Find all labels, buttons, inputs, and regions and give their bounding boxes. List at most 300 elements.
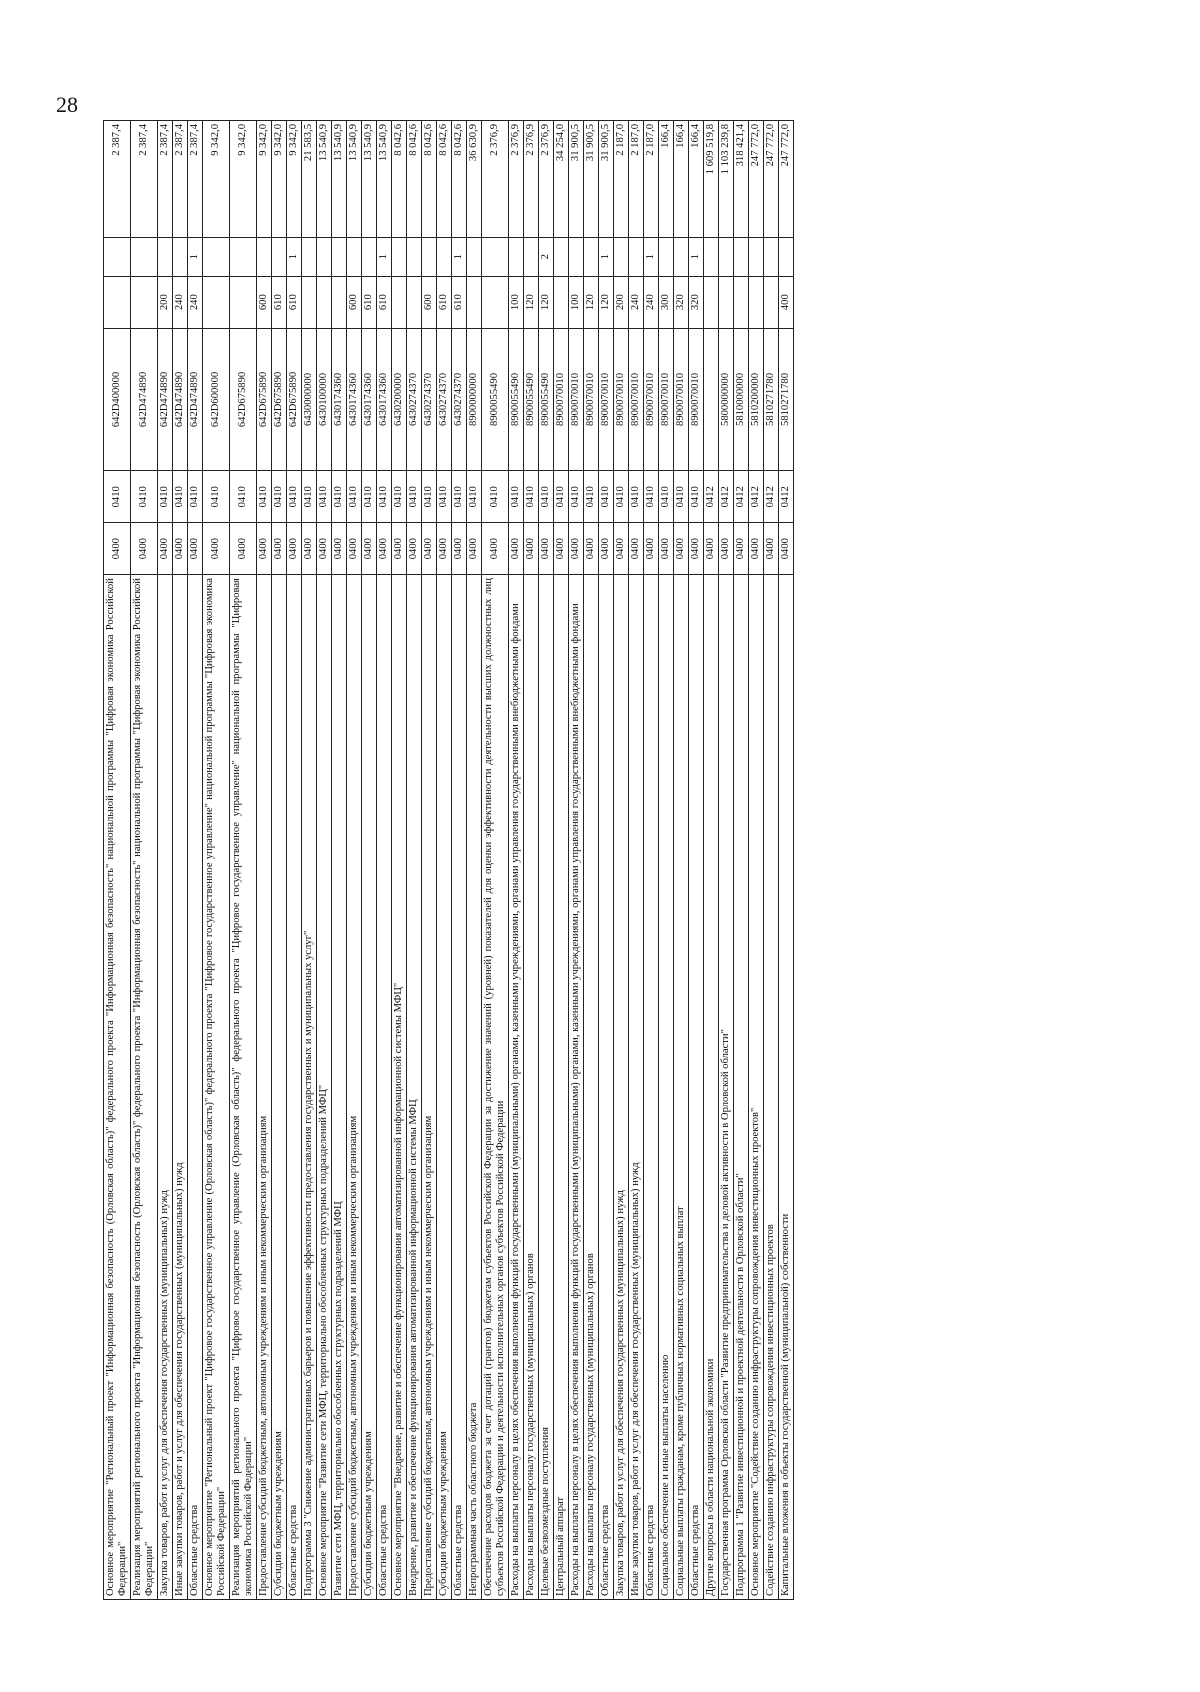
funding-source-cell: 1 bbox=[689, 237, 704, 276]
row-name-cell: Субсидии бюджетным учреждениям bbox=[437, 575, 452, 1600]
subsection-code-cell: 0410 bbox=[452, 471, 467, 523]
target-article-code-cell: 642D474890 bbox=[158, 328, 173, 471]
funding-source-cell bbox=[779, 237, 794, 276]
section-code-cell: 0400 bbox=[539, 523, 554, 575]
row-name-cell: Иные закупки товаров, работ и услуг для обеспечения государственных (муниципальных) нужд bbox=[629, 575, 644, 1600]
expense-type-code-cell: 200 bbox=[158, 276, 173, 328]
target-article-code-cell: 8900000000 bbox=[467, 328, 482, 471]
amount-cell: 8 042,6 bbox=[437, 121, 452, 238]
section-code-cell: 0400 bbox=[644, 523, 659, 575]
subsection-code-cell: 0410 bbox=[104, 471, 131, 523]
section-code-cell: 0400 bbox=[158, 523, 173, 575]
target-article-code-cell: 6430200000 bbox=[392, 328, 407, 471]
target-article-code-cell: 8900070010 bbox=[569, 328, 584, 471]
amount-cell: 9 342,0 bbox=[230, 121, 257, 238]
subsection-code-cell: 0410 bbox=[569, 471, 584, 523]
funding-source-cell bbox=[719, 237, 734, 276]
section-code-cell: 0400 bbox=[704, 523, 719, 575]
row-name-cell: Расходы на выплаты персоналу в целях обеспечения выполнения функций государственными (муниципальными) органами, казенными учреждениями, органами управления государственными внебюджетными фондами bbox=[509, 575, 524, 1600]
funding-source-cell: 1 bbox=[644, 237, 659, 276]
expense-type-code-cell: 600 bbox=[347, 276, 362, 328]
expense-type-code-cell bbox=[482, 276, 509, 328]
section-code-cell: 0400 bbox=[689, 523, 704, 575]
amount-cell: 31 900,5 bbox=[584, 121, 599, 238]
expense-type-code-cell bbox=[554, 276, 569, 328]
row-name-cell: Обеспечение расходов бюджета за счет дотаций (грантов) бюджетам субъектов Российской Федерации за достижение значений (уровней) показателей для оценки эффективности деятельности высших должностных лиц субъектов Российской Федерации и деятельности исполнительных органов субъектов Российской Федерации bbox=[482, 575, 509, 1600]
amount-cell: 8 042,6 bbox=[422, 121, 437, 238]
subsection-code-cell: 0410 bbox=[302, 471, 317, 523]
expense-type-code-cell bbox=[317, 276, 332, 328]
row-name-cell: Областные средства bbox=[644, 575, 659, 1600]
subsection-code-cell: 0410 bbox=[584, 471, 599, 523]
section-code-cell: 0400 bbox=[203, 523, 230, 575]
target-article-code-cell: 8900070010 bbox=[644, 328, 659, 471]
amount-cell: 2 387,4 bbox=[188, 121, 203, 238]
funding-source-cell bbox=[659, 237, 674, 276]
row-name-cell: Расходы на выплаты персоналу государственных (муниципальных) органов bbox=[524, 575, 539, 1600]
funding-source-cell bbox=[173, 237, 188, 276]
section-code-cell: 0400 bbox=[674, 523, 689, 575]
subsection-code-cell: 0410 bbox=[230, 471, 257, 523]
row-name-cell: Содействие созданию инфраструктуры сопровождения инвестиционных проектов bbox=[764, 575, 779, 1600]
section-code-cell: 0400 bbox=[779, 523, 794, 575]
section-code-cell: 0400 bbox=[422, 523, 437, 575]
expense-type-code-cell: 120 bbox=[524, 276, 539, 328]
expense-type-code-cell bbox=[719, 276, 734, 328]
expense-type-code-cell: 320 bbox=[689, 276, 704, 328]
row-name-cell: Целевые безвозмездные поступления bbox=[539, 575, 554, 1600]
funding-source-cell bbox=[734, 237, 749, 276]
expense-type-code-cell bbox=[407, 276, 422, 328]
table-row bbox=[482, 121, 509, 1600]
amount-cell: 1 609 519,8 bbox=[704, 121, 719, 238]
target-article-code-cell: 642D474890 bbox=[173, 328, 188, 471]
amount-cell: 31 900,5 bbox=[599, 121, 614, 238]
funding-source-cell bbox=[554, 237, 569, 276]
section-code-cell: 0400 bbox=[257, 523, 272, 575]
table-row bbox=[539, 121, 554, 1600]
expense-type-code-cell: 240 bbox=[188, 276, 203, 328]
amount-cell: 247 772,0 bbox=[749, 121, 764, 238]
row-name-cell: Основное мероприятие "Региональный проект "Информационная безопасность (Орловская область)" федерального проекта "Информационная безопасность" национальной программы "Цифровая экономика Российской Федерации" bbox=[104, 575, 131, 1600]
row-name-cell: Областные средства bbox=[452, 575, 467, 1600]
subsection-code-cell: 0410 bbox=[674, 471, 689, 523]
amount-cell: 166,4 bbox=[659, 121, 674, 238]
expense-type-code-cell bbox=[734, 276, 749, 328]
target-article-code-cell: 5800000000 bbox=[719, 328, 734, 471]
expense-type-code-cell bbox=[302, 276, 317, 328]
funding-source-cell bbox=[704, 237, 719, 276]
amount-cell: 2 376,9 bbox=[509, 121, 524, 238]
expense-type-code-cell bbox=[764, 276, 779, 328]
expense-type-code-cell: 120 bbox=[584, 276, 599, 328]
subsection-code-cell: 0410 bbox=[287, 471, 302, 523]
section-code-cell: 0400 bbox=[317, 523, 332, 575]
amount-cell: 2 376,9 bbox=[524, 121, 539, 238]
table-row bbox=[467, 121, 482, 1600]
funding-source-cell: 1 bbox=[452, 237, 467, 276]
amount-cell: 318 421,4 bbox=[734, 121, 749, 238]
rotated-page-content bbox=[103, 120, 794, 1600]
amount-cell: 2 387,4 bbox=[173, 121, 188, 238]
row-name-cell: Государственная программа Орловской области "Развитие предпринимательства и деловой активности в Орловской области" bbox=[719, 575, 734, 1600]
section-code-cell: 0400 bbox=[734, 523, 749, 575]
row-name-cell: Субсидии бюджетным учреждениям bbox=[272, 575, 287, 1600]
target-article-code-cell: 8900070010 bbox=[599, 328, 614, 471]
subsection-code-cell: 0412 bbox=[734, 471, 749, 523]
target-article-code-cell: 6430174360 bbox=[347, 328, 362, 471]
target-article-code-cell: 8900055490 bbox=[539, 328, 554, 471]
section-code-cell: 0400 bbox=[509, 523, 524, 575]
target-article-code-cell: 8900055490 bbox=[509, 328, 524, 471]
table-row bbox=[554, 121, 569, 1600]
section-code-cell: 0400 bbox=[719, 523, 734, 575]
row-name-cell: Основное мероприятие "Региональный проект "Цифровое государственное управление (Орловская область)" федерального проекта "Цифровое государственное управление" национальной программы "Цифровая экономика Российской Федерации" bbox=[203, 575, 230, 1600]
target-article-code-cell: 5810271780 bbox=[779, 328, 794, 471]
target-article-code-cell: 6430174360 bbox=[332, 328, 347, 471]
budget-table bbox=[103, 120, 794, 1600]
funding-source-cell bbox=[347, 237, 362, 276]
funding-source-cell bbox=[422, 237, 437, 276]
section-code-cell: 0400 bbox=[188, 523, 203, 575]
amount-cell: 31 900,5 bbox=[569, 121, 584, 238]
subsection-code-cell: 0410 bbox=[173, 471, 188, 523]
amount-cell: 13 540,9 bbox=[317, 121, 332, 238]
amount-cell: 13 540,9 bbox=[332, 121, 347, 238]
table-row bbox=[509, 121, 524, 1600]
funding-source-cell: 1 bbox=[599, 237, 614, 276]
expense-type-code-cell: 240 bbox=[644, 276, 659, 328]
target-article-code-cell: 5810200000 bbox=[749, 328, 764, 471]
subsection-code-cell: 0410 bbox=[332, 471, 347, 523]
funding-source-cell bbox=[467, 237, 482, 276]
amount-cell: 2 187,0 bbox=[644, 121, 659, 238]
subsection-code-cell: 0410 bbox=[362, 471, 377, 523]
table-row bbox=[629, 121, 644, 1600]
section-code-cell: 0400 bbox=[554, 523, 569, 575]
expense-type-code-cell: 610 bbox=[437, 276, 452, 328]
subsection-code-cell: 0410 bbox=[422, 471, 437, 523]
table-row bbox=[704, 121, 719, 1600]
section-code-cell: 0400 bbox=[131, 523, 158, 575]
target-article-code-cell: 8900070010 bbox=[614, 328, 629, 471]
row-name-cell: Непрограммная часть областного бюджета bbox=[467, 575, 482, 1600]
table-row bbox=[719, 121, 734, 1600]
funding-source-cell bbox=[569, 237, 584, 276]
section-code-cell: 0400 bbox=[377, 523, 392, 575]
funding-source-cell bbox=[629, 237, 644, 276]
subsection-code-cell: 0410 bbox=[482, 471, 509, 523]
amount-cell: 8 042,6 bbox=[452, 121, 467, 238]
target-article-code-cell: 6430274370 bbox=[407, 328, 422, 471]
target-article-code-cell bbox=[704, 328, 719, 471]
subsection-code-cell: 0410 bbox=[614, 471, 629, 523]
funding-source-cell bbox=[332, 237, 347, 276]
table-row bbox=[230, 121, 257, 1600]
table-row bbox=[158, 121, 173, 1600]
expense-type-code-cell: 320 bbox=[674, 276, 689, 328]
row-name-cell: Областные средства bbox=[188, 575, 203, 1600]
amount-cell: 9 342,0 bbox=[203, 121, 230, 238]
table-row bbox=[203, 121, 230, 1600]
row-name-cell: Реализация мероприятий регионального проекта "Цифровое государственное управление (Орловская область)" федерального проекта "Цифровое государственное управление" национальной программы "Цифровая экономика Российской Федерации" bbox=[230, 575, 257, 1600]
table-row bbox=[287, 121, 302, 1600]
funding-source-cell bbox=[158, 237, 173, 276]
subsection-code-cell: 0410 bbox=[659, 471, 674, 523]
row-name-cell: Социальное обеспечение и иные выплаты населению bbox=[659, 575, 674, 1600]
expense-type-code-cell: 200 bbox=[614, 276, 629, 328]
expense-type-code-cell: 240 bbox=[629, 276, 644, 328]
funding-source-cell bbox=[437, 237, 452, 276]
expense-type-code-cell: 610 bbox=[377, 276, 392, 328]
subsection-code-cell: 0410 bbox=[644, 471, 659, 523]
table-row bbox=[749, 121, 764, 1600]
expense-type-code-cell: 610 bbox=[287, 276, 302, 328]
table-row bbox=[104, 121, 131, 1600]
table-row bbox=[347, 121, 362, 1600]
table-row bbox=[257, 121, 272, 1600]
section-code-cell: 0400 bbox=[524, 523, 539, 575]
subsection-code-cell: 0410 bbox=[188, 471, 203, 523]
table-row bbox=[131, 121, 158, 1600]
row-name-cell: Другие вопросы в области национальной экономики bbox=[704, 575, 719, 1600]
row-name-cell: Основное мероприятие "Содействие созданию инфраструктуры сопровождения инвестиционных проектов" bbox=[749, 575, 764, 1600]
funding-source-cell bbox=[104, 237, 131, 276]
table-row bbox=[764, 121, 779, 1600]
amount-cell: 13 540,9 bbox=[347, 121, 362, 238]
section-code-cell: 0400 bbox=[584, 523, 599, 575]
target-article-code-cell: 642D675890 bbox=[287, 328, 302, 471]
funding-source-cell: 1 bbox=[188, 237, 203, 276]
amount-cell: 2 376,9 bbox=[482, 121, 509, 238]
amount-cell: 247 772,0 bbox=[779, 121, 794, 238]
section-code-cell: 0400 bbox=[230, 523, 257, 575]
section-code-cell: 0400 bbox=[332, 523, 347, 575]
table-row bbox=[272, 121, 287, 1600]
target-article-code-cell: 5810000000 bbox=[734, 328, 749, 471]
expense-type-code-cell bbox=[332, 276, 347, 328]
target-article-code-cell: 6430100000 bbox=[317, 328, 332, 471]
subsection-code-cell: 0410 bbox=[467, 471, 482, 523]
subsection-code-cell: 0410 bbox=[317, 471, 332, 523]
table-row bbox=[599, 121, 614, 1600]
expense-type-code-cell bbox=[131, 276, 158, 328]
target-article-code-cell: 642D675890 bbox=[257, 328, 272, 471]
section-code-cell: 0400 bbox=[482, 523, 509, 575]
table-row bbox=[173, 121, 188, 1600]
amount-cell: 13 540,9 bbox=[362, 121, 377, 238]
section-code-cell: 0400 bbox=[302, 523, 317, 575]
amount-cell: 1 103 239,8 bbox=[719, 121, 734, 238]
target-article-code-cell: 8900070010 bbox=[629, 328, 644, 471]
row-name-cell: Закупка товаров, работ и услуг для обеспечения государственных (муниципальных) нужд bbox=[158, 575, 173, 1600]
target-article-code-cell: 6430174360 bbox=[377, 328, 392, 471]
page-number: 28 bbox=[56, 92, 78, 117]
subsection-code-cell: 0410 bbox=[131, 471, 158, 523]
row-name-cell: Предоставление субсидий бюджетным, автономным учреждениям и иным некоммерческим организациям bbox=[422, 575, 437, 1600]
funding-source-cell bbox=[509, 237, 524, 276]
row-name-cell: Основное мероприятие "Развитие сети МФЦ, территориально обособленных структурных подразделений МФЦ" bbox=[317, 575, 332, 1600]
amount-cell: 21 583,5 bbox=[302, 121, 317, 238]
expense-type-code-cell: 100 bbox=[569, 276, 584, 328]
table-row bbox=[437, 121, 452, 1600]
table-row bbox=[734, 121, 749, 1600]
section-code-cell: 0400 bbox=[569, 523, 584, 575]
row-name-cell: Социальные выплаты гражданам, кроме публичных нормативных социальных выплат bbox=[674, 575, 689, 1600]
table-row bbox=[392, 121, 407, 1600]
funding-source-cell bbox=[203, 237, 230, 276]
table-row bbox=[569, 121, 584, 1600]
target-article-code-cell: 8900070010 bbox=[659, 328, 674, 471]
row-name-cell: Областные средства bbox=[377, 575, 392, 1600]
section-code-cell: 0400 bbox=[104, 523, 131, 575]
expense-type-code-cell: 610 bbox=[272, 276, 287, 328]
row-name-cell: Предоставление субсидий бюджетным, автономным учреждениям и иным некоммерческим организациям bbox=[257, 575, 272, 1600]
row-name-cell: Капитальные вложения в объекты государственной (муниципальной) собственности bbox=[779, 575, 794, 1600]
target-article-code-cell: 642D474890 bbox=[188, 328, 203, 471]
expense-type-code-cell: 400 bbox=[779, 276, 794, 328]
subsection-code-cell: 0410 bbox=[509, 471, 524, 523]
row-name-cell: Развитие сети МФЦ, территориально обособленных структурных подразделений МФЦ bbox=[332, 575, 347, 1600]
funding-source-cell bbox=[749, 237, 764, 276]
table-row bbox=[188, 121, 203, 1600]
expense-type-code-cell: 610 bbox=[362, 276, 377, 328]
amount-cell: 36 630,9 bbox=[467, 121, 482, 238]
funding-source-cell bbox=[392, 237, 407, 276]
section-code-cell: 0400 bbox=[347, 523, 362, 575]
target-article-code-cell: 8900070010 bbox=[554, 328, 569, 471]
amount-cell: 8 042,6 bbox=[407, 121, 422, 238]
funding-source-cell bbox=[317, 237, 332, 276]
expense-type-code-cell bbox=[392, 276, 407, 328]
row-name-cell: Предоставление субсидий бюджетным, автономным учреждениям и иным некоммерческим организациям bbox=[347, 575, 362, 1600]
target-article-code-cell: 6430274370 bbox=[422, 328, 437, 471]
row-name-cell: Областные средства bbox=[287, 575, 302, 1600]
amount-cell: 9 342,0 bbox=[287, 121, 302, 238]
target-article-code-cell: 6430274370 bbox=[437, 328, 452, 471]
funding-source-cell bbox=[407, 237, 422, 276]
expense-type-code-cell: 300 bbox=[659, 276, 674, 328]
funding-source-cell bbox=[257, 237, 272, 276]
subsection-code-cell: 0412 bbox=[764, 471, 779, 523]
amount-cell: 34 254,0 bbox=[554, 121, 569, 238]
subsection-code-cell: 0410 bbox=[272, 471, 287, 523]
section-code-cell: 0400 bbox=[467, 523, 482, 575]
funding-source-cell bbox=[230, 237, 257, 276]
amount-cell: 2 187,0 bbox=[614, 121, 629, 238]
amount-cell: 2 387,4 bbox=[158, 121, 173, 238]
amount-cell: 9 342,0 bbox=[272, 121, 287, 238]
table-row bbox=[614, 121, 629, 1600]
expense-type-code-cell bbox=[467, 276, 482, 328]
section-code-cell: 0400 bbox=[659, 523, 674, 575]
expense-type-code-cell: 600 bbox=[422, 276, 437, 328]
amount-cell: 2 187,0 bbox=[629, 121, 644, 238]
expense-type-code-cell bbox=[203, 276, 230, 328]
section-code-cell: 0400 bbox=[614, 523, 629, 575]
section-code-cell: 0400 bbox=[287, 523, 302, 575]
table-row bbox=[362, 121, 377, 1600]
expense-type-code-cell: 610 bbox=[452, 276, 467, 328]
expense-type-code-cell: 600 bbox=[257, 276, 272, 328]
expense-type-code-cell: 120 bbox=[539, 276, 554, 328]
target-article-code-cell: 6430174360 bbox=[362, 328, 377, 471]
subsection-code-cell: 0410 bbox=[392, 471, 407, 523]
row-name-cell: Закупка товаров, работ и услуг для обеспечения государственных (муниципальных) нужд bbox=[614, 575, 629, 1600]
table-row bbox=[302, 121, 317, 1600]
table-row bbox=[317, 121, 332, 1600]
table-row bbox=[659, 121, 674, 1600]
subsection-code-cell: 0410 bbox=[629, 471, 644, 523]
section-code-cell: 0400 bbox=[749, 523, 764, 575]
subsection-code-cell: 0410 bbox=[554, 471, 569, 523]
amount-cell: 2 387,4 bbox=[104, 121, 131, 238]
subsection-code-cell: 0410 bbox=[377, 471, 392, 523]
row-name-cell: Расходы на выплаты персоналу государственных (муниципальных) органов bbox=[584, 575, 599, 1600]
subsection-code-cell: 0412 bbox=[779, 471, 794, 523]
target-article-code-cell: 8900055490 bbox=[482, 328, 509, 471]
row-name-cell: Иные закупки товаров, работ и услуг для обеспечения государственных (муниципальных) нужд bbox=[173, 575, 188, 1600]
table-row bbox=[584, 121, 599, 1600]
expense-type-code-cell bbox=[704, 276, 719, 328]
section-code-cell: 0400 bbox=[629, 523, 644, 575]
funding-source-cell: 1 bbox=[377, 237, 392, 276]
subsection-code-cell: 0410 bbox=[203, 471, 230, 523]
subsection-code-cell: 0410 bbox=[347, 471, 362, 523]
table-row bbox=[644, 121, 659, 1600]
target-article-code-cell: 642D600000 bbox=[203, 328, 230, 471]
funding-source-cell bbox=[482, 237, 509, 276]
table-row bbox=[689, 121, 704, 1600]
target-article-code-cell: 5810271780 bbox=[764, 328, 779, 471]
subsection-code-cell: 0410 bbox=[158, 471, 173, 523]
section-code-cell: 0400 bbox=[173, 523, 188, 575]
target-article-code-cell: 642D400000 bbox=[104, 328, 131, 471]
funding-source-cell bbox=[362, 237, 377, 276]
subsection-code-cell: 0410 bbox=[524, 471, 539, 523]
section-code-cell: 0400 bbox=[272, 523, 287, 575]
section-code-cell: 0400 bbox=[452, 523, 467, 575]
section-code-cell: 0400 bbox=[599, 523, 614, 575]
section-code-cell: 0400 bbox=[407, 523, 422, 575]
subsection-code-cell: 0410 bbox=[437, 471, 452, 523]
expense-type-code-cell bbox=[230, 276, 257, 328]
expense-type-code-cell: 240 bbox=[173, 276, 188, 328]
amount-cell: 247 772,0 bbox=[764, 121, 779, 238]
amount-cell: 13 540,9 bbox=[377, 121, 392, 238]
row-name-cell: Подпрограмма 1 "Развитие инвестиционной и проектной деятельности в Орловской области" bbox=[734, 575, 749, 1600]
amount-cell: 8 042,6 bbox=[392, 121, 407, 238]
funding-source-cell bbox=[764, 237, 779, 276]
subsection-code-cell: 0410 bbox=[689, 471, 704, 523]
subsection-code-cell: 0412 bbox=[749, 471, 764, 523]
row-name-cell: Областные средства bbox=[689, 575, 704, 1600]
table-row bbox=[332, 121, 347, 1600]
funding-source-cell bbox=[614, 237, 629, 276]
amount-cell: 166,4 bbox=[674, 121, 689, 238]
section-code-cell: 0400 bbox=[437, 523, 452, 575]
funding-source-cell bbox=[131, 237, 158, 276]
funding-source-cell bbox=[674, 237, 689, 276]
expense-type-code-cell bbox=[749, 276, 764, 328]
row-name-cell: Областные средства bbox=[599, 575, 614, 1600]
amount-cell: 9 342,0 bbox=[257, 121, 272, 238]
row-name-cell: Субсидии бюджетным учреждениям bbox=[362, 575, 377, 1600]
subsection-code-cell: 0410 bbox=[539, 471, 554, 523]
target-article-code-cell: 642D675890 bbox=[272, 328, 287, 471]
table-row bbox=[407, 121, 422, 1600]
section-code-cell: 0400 bbox=[392, 523, 407, 575]
